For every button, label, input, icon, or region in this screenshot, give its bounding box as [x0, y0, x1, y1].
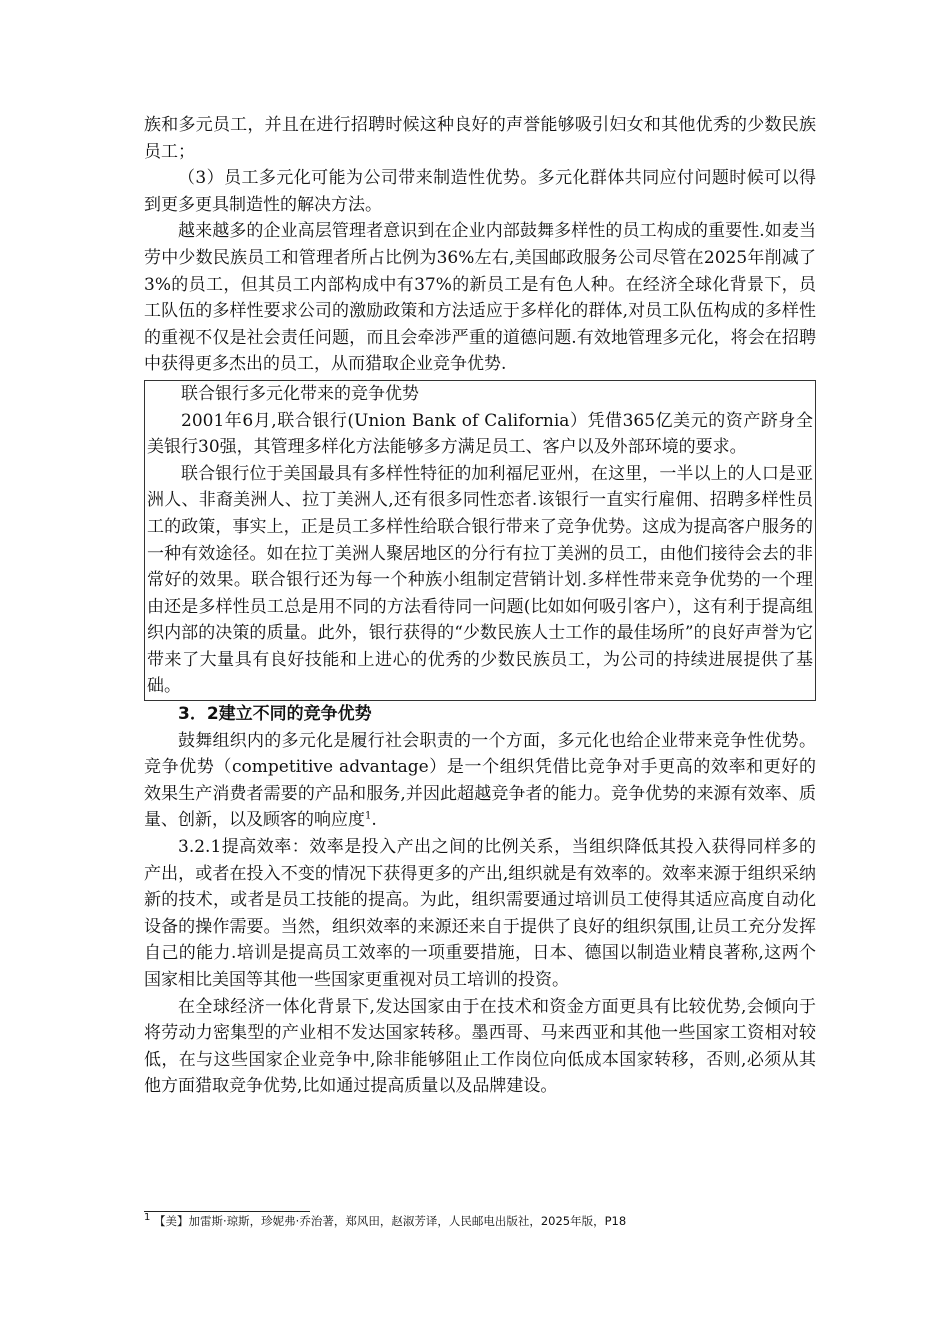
case-study-paragraph: 联合银行位于美国最具有多样性特征的加利福尼亚州，在这里，一半以上的人口是亚洲人、非裔美洲人、拉丁美洲人,还有很多同性恋者.该银行一直实行雇佣、招聘多样性员工的政策，事实上，正是员工多样性给联合银行带来了竞争优势。这成为提高客户服务的一种有效途径。如在拉丁美洲人聚居地区的分行有拉丁美洲的员工，由他们接待会去的非常好的效果。联合银行还为每一个种族小组制定营销计划.多样性带来竞争优势的一个理由还是多样性员工总是用不同的方法看待同一问题(比如如何吸引客户），这有利于提高组织内部的决策的质量。此外，银行获得的“少数民族人士工作的最佳场所”的良好声誉为它带来了大量具有良好技能和上进心的优秀的少数民族员工，为公司的持续进展提供了基础。	[147, 463, 813, 697]
paragraph-efficiency: 3.2.1提高效率：效率是投入产出之间的比例关系，当组织降低其投入获得同样多的产出，或者在投入不变的情况下获得更多的产出,组织就是有效率的。效率来源于组织采纳新的技术，或者是员工技能的提高。为此，组织需要通过培训员工使得其适应高度自动化设备的操作需要。当然，组织效率的来源还来自于提供了良好的组织氛围,让员工充分发挥自己的能力.培训是提高员工效率的一项重要措施，日本、德国以制造业精良著称,这两个国家相比美国等其他一些国家更重视对员工培训的投资。	[144, 837, 816, 990]
paragraph-text: 鼓舞组织内的多元化是履行社会职责的一个方面，多元化也给企业带来竞争性优势。竞争优势（competitive advantage）是一个组织凭借比竞争对手更高的效率和更好的效果生产消费者需要的产品和服务,并因此超越竞争者的能力。竞争优势的来源有效率、质量、创新，以及顾客的响应度	[144, 730, 816, 831]
footnote	[144, 1212, 844, 1230]
paragraph-continuation: 族和多元员工，并且在进行招聘时候这种良好的声誉能够吸引妇女和其他优秀的少数民族员工；	[144, 115, 816, 162]
paragraph-globalization: 在全球经济一体化背景下,发达国家由于在技术和资金方面更具有比较优势,会倾向于将劳动力密集型的产业相不发达国家转移。墨西哥、马来西亚和其他一些国家工资相对较低，在与这些国家企业竞争中,除非能够阻止工作岗位向低成本国家转移，否则,必须从其他方面猎取竞争优势,比如通过提高质量以及品牌建设。	[144, 996, 816, 1097]
footnote-reference[interactable]: 1	[365, 810, 372, 822]
body-text	[144, 112, 816, 1100]
paragraph-point-3: （3）员工多元化可能为公司带来制造性优势。多元化群体共同应付问题时候可以得到更多更具制造性的解决方法。	[144, 168, 816, 215]
case-study-paragraph: 2001年6月,联合银行(Union Bank of California）凭借365亿美元的资产跻身全美银行30强，其管理多样化方法能够多方满足员工、客户以及外部环境的要求。	[147, 410, 813, 458]
case-study-title: 联合银行多元化带来的竞争优势	[181, 383, 419, 404]
footnote-text: 【美】加雷斯·琼斯，珍妮弗·乔治著，郑风田，赵淑芳译，人民邮电出版社，2025年版，P18	[154, 1214, 627, 1228]
section-heading: 3．2建立不同的竞争优势	[178, 704, 372, 725]
paragraph-competitive-advantage	[144, 728, 816, 834]
footnote-marker: 1	[144, 1212, 151, 1224]
case-study-box	[144, 380, 816, 701]
paragraph-end-mark: .	[371, 810, 377, 831]
paragraph-diversity-importance: 越来越多的企业高层管理者意识到在企业内部鼓舞多样性的员工构成的重要性.如麦当劳中少数民族员工和管理者所占比例为36%左右,美国邮政服务公司尽管在2025年削减了3%的员工，但其员工内部构成中有37%的新员工是有色人种。在经济全球化背景下，员工队伍的多样性要求公司的激励政策和方法适应于多样化的群体,对员工队伍构成的多样性的重视不仅是社会责任问题，而且会牵涉严重的道德问题.有效地管理多元化，将会在招聘中获得更多杰出的员工，从而猎取企业竞争优势.	[144, 221, 816, 375]
